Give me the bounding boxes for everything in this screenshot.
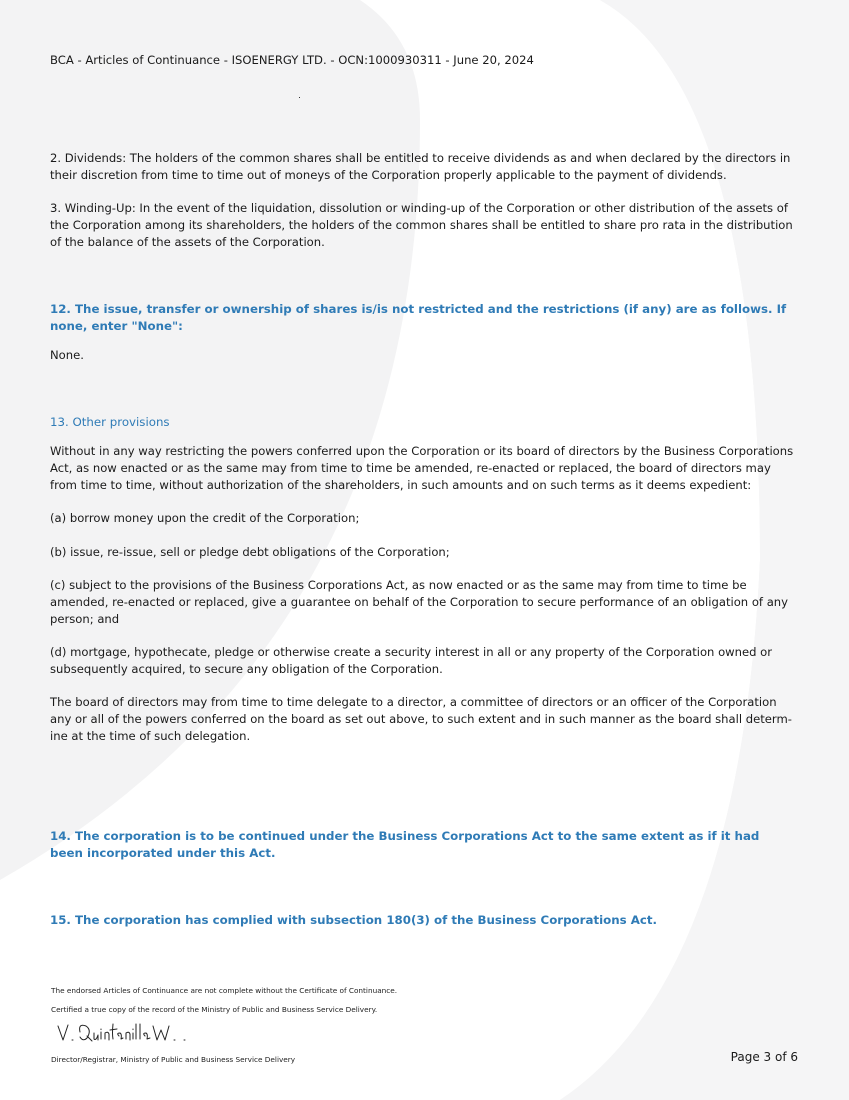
section-12-heading: 12. The issue, transfer or ownership of shares is/is not restricted and the restrictions (if any) are as follows. If none, enter "None":	[50, 302, 787, 333]
section-13-item-d: (d) mortgage, hypothecate, pledge or otherwise create a security interest in all or any property of the Corporation owned or subsequently acquired, to secure any obligation of the Corporation.	[50, 645, 773, 676]
section-13-item-b: (b) issue, re-issue, sell or pledge debt obligations of the Corporation;	[50, 545, 450, 559]
footer-certified: Certified a true copy of the record of the Ministry of Public and Business Service Delivery.	[51, 1005, 378, 1014]
winding-up-paragraph: 3. Winding-Up: In the event of the liquidation, dissolution or winding-up of the Corporation or other distribution of the assets of the Corporation among its shareholders, the holders of the common shares shall be entitled to share pro rata in the distribution of the balance of the assets of the Corporation.	[50, 201, 793, 249]
section-15-heading: 15. The corporation has complied with subsection 180(3) of the Business Corporations Act.	[50, 913, 657, 927]
stray-mark	[299, 97, 300, 98]
section-13-intro: Without in any way restricting the powers conferred upon the Corporation or its board of directors by the Business Corporations Act, as now enacted or as the same may from time to time be amended, re-enacted or replaced, the board of directors may from time to time, without authorization of the shareholders, in such amounts and on such terms as it deems expedient:	[50, 444, 794, 492]
dividends-paragraph: 2. Dividends: The holders of the common shares shall be entitled to receive dividends as and when declared by the directors in their discretion from time to time out of moneys of the Corporation properly applicable to the payment of dividends.	[50, 151, 791, 182]
registrar-signature	[56, 1020, 216, 1048]
section-13-delegation: The board of directors may from time to time delegate to a director, a committee of directors or an officer of the Corporation any or all of the powers conferred on the board as set out above, to such extent and in such manner as the board shall determ-ine at the time of such delegation.	[50, 695, 792, 743]
section-13-heading: 13. Other provisions	[50, 415, 170, 429]
document-header: BCA - Articles of Continuance - ISOENERGY LTD. - OCN:1000930311 - June 20, 2024	[50, 53, 534, 67]
signatory-title: Director/Registrar, Ministry of Public and Business Service Delivery	[51, 1055, 296, 1064]
page-number: Page 3 of 6	[730, 1050, 798, 1064]
section-13-item-c: (c) subject to the provisions of the Business Corporations Act, as now enacted or as the same may from time to time be amended, re-enacted or replaced, give a guarantee on behalf of the Corporation to secure performance of an obligation of any person; and	[50, 578, 789, 626]
section-13-item-a: (a) borrow money upon the credit of the Corporation;	[50, 511, 360, 525]
section-12-answer: None.	[50, 348, 84, 362]
section-14-heading: 14. The corporation is to be continued under the Business Corporations Act to the same extent as if it had been incorporated under this Act.	[50, 829, 760, 860]
footer-notice: The endorsed Articles of Continuance are not complete without the Certificate of Continuance.	[51, 986, 398, 995]
